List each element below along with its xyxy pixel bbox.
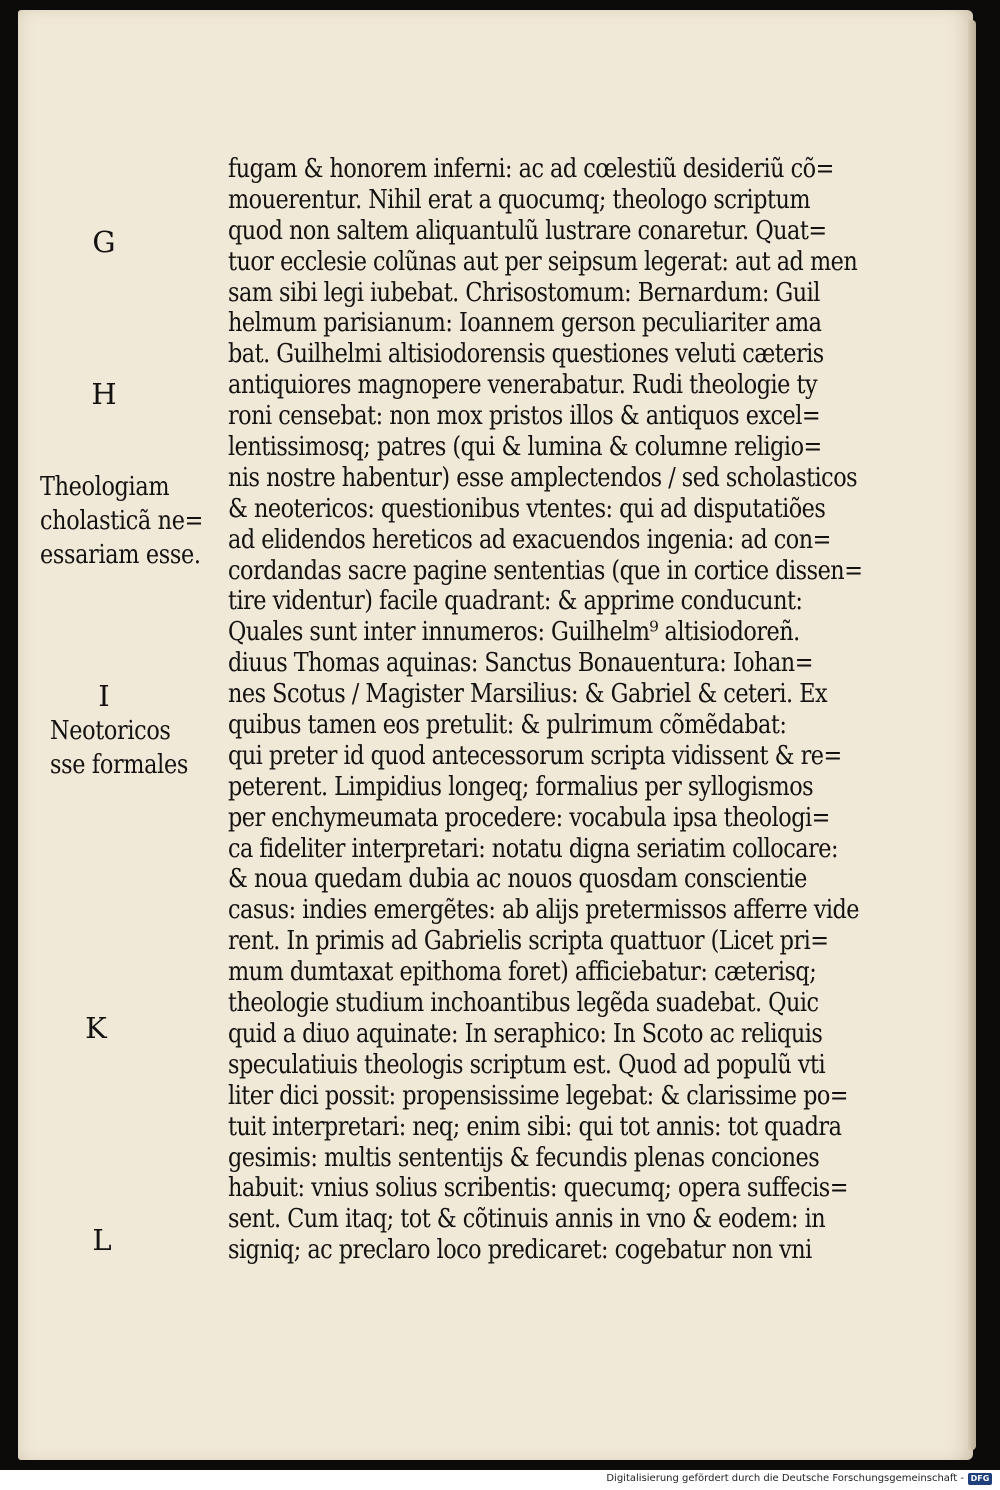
page-edge	[968, 20, 976, 1450]
margin-note-line: sse formales	[50, 750, 188, 780]
text-line: tuit interpretari: neq; enim sibi: qui tot annis: tot quadra	[228, 1111, 842, 1142]
text-line: roni censebat: non mox pristos illos & antiquos excel=	[228, 401, 821, 432]
text-line: & noua quedam dubia ac nouos quosdam conscientie	[228, 864, 807, 895]
text-line: peterent. Limpidius longeq; formalius per syllogismos	[228, 771, 814, 802]
text-line: Quales sunt inter innumeros: Guilhelm⁹ altisiodoreñ.	[228, 617, 800, 648]
footer-credit: Digitalisierung gefördert durch die Deutsche Forschungsgemeinschaft -	[606, 1473, 964, 1484]
text-line: mum dumtaxat epithoma foret) afficiebatur: cæterisq;	[228, 957, 817, 988]
text-line: tuor ecclesie colũnas aut per seipsum legerat: aut ad men	[228, 246, 858, 277]
text-line: tire videntur) facile quadrant: & apprime conducunt:	[228, 586, 803, 617]
text-line: rent. In primis ad Gabrielis scripta quattuor (Licet pri=	[228, 926, 829, 957]
text-line: sam sibi legi iubebat. Chrisostomum: Bernardum: Guil	[228, 277, 820, 308]
margin-letter-i: I	[98, 679, 110, 713]
text-line: ad elidendos hereticos ad exacuendos ingenia: ad con=	[228, 524, 831, 555]
margin-note-line: Neotoricos	[50, 716, 171, 746]
text-line: quod non saltem aliquantulũ lustrare conaretur. Quat=	[228, 215, 827, 246]
text-line: mouerentur. Nihil erat a quocumq; theologo scriptum	[228, 184, 811, 215]
text-line: nis nostre habentur) esse amplectendos / sed scholasticos	[228, 462, 858, 493]
text-line: sent. Cum itaq; tot & cõtinuis annis in vno & eodem: in	[228, 1204, 826, 1235]
margin-letter-h: H	[91, 377, 117, 411]
margin-note-line: essariam esse.	[40, 540, 201, 570]
text-line: qui preter id quod antecessorum scripta vidissent & re=	[228, 740, 842, 771]
text-line: bat. Guilhelmi altisiodorensis questiones veluti cæteris	[228, 339, 824, 370]
text-line: casus: indies emergẽtes: ab alijs pretermissos afferre vide	[228, 895, 860, 926]
text-line: fugam & honorem inferni: ac ad cœlestiũ desideriũ cõ=	[228, 154, 834, 184]
text-line: theologie studium inchoantibus legẽda suadebat. Quic	[228, 988, 819, 1019]
margin-note-neotoricos	[50, 714, 188, 782]
margin-note-theologiam	[40, 470, 203, 572]
text-line: gesimis: multis sententijs & fecundis plenas conciones	[228, 1142, 820, 1173]
text-line: nes Scotus / Magister Marsilius: & Gabriel & ceteri. Ex	[228, 679, 828, 710]
margin-letter-g: G	[92, 225, 116, 259]
dfg-logo: DFG	[968, 1473, 992, 1485]
text-line: cordandas sacre pagine sententias (que in cortice dissen=	[228, 555, 863, 586]
text-line: antiquiores magnopere venerabatur. Rudi theologie ty	[228, 370, 818, 401]
text-line: liter dici possit: propensissime legebat: & clarissime po=	[228, 1080, 849, 1111]
text-line: helmum parisianum: Ioannem gerson peculiariter ama	[228, 308, 822, 339]
margin-note-line: Theologiam	[40, 472, 170, 502]
text-line: diuus Thomas aquinas: Sanctus Bonauentura: Iohan=	[228, 648, 813, 679]
margin-letter-k: K	[85, 1011, 107, 1045]
text-line: quibus tamen eos pretulit: & pulrimum cõmẽdabat:	[228, 710, 787, 741]
text-line: ca fideliter interpretari: notatu digna seriatim collocare:	[228, 833, 838, 864]
text-line: habuit: vnius solius scribentis: quecumq; opera suffecis=	[228, 1173, 848, 1204]
text-line: signiq; ac preclaro loco predicaret: cogebatur non vni	[228, 1235, 812, 1266]
text-line: per enchymeumata procedere: vocabula ipsa theologi=	[228, 802, 830, 833]
text-line: quid a diuo aquinate: In seraphico: In Scoto ac reliquis	[228, 1018, 823, 1049]
margin-note-line: cholasticã ne=	[40, 506, 203, 536]
margin-letter-l: L	[92, 1223, 112, 1257]
main-text-block	[228, 154, 918, 1266]
text-line: speculatiuis theologis scriptum est. Quod ad populũ vti	[228, 1049, 826, 1080]
text-line: lentissimosq; patres (qui & lumina & columne religio=	[228, 432, 822, 463]
text-line: & neotericos: questionibus vtentes: qui ad disputatiões	[228, 493, 826, 524]
